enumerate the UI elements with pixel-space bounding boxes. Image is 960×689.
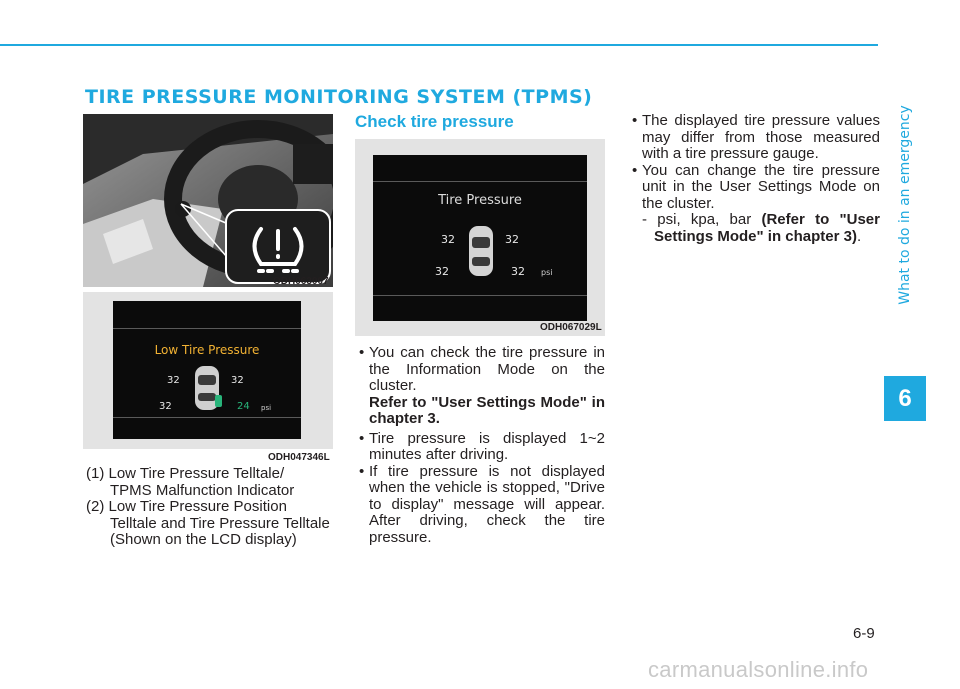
tire-rear-left: 32 <box>435 265 449 278</box>
list-item: (2) Low Tire Pressure Position Telltale and Tire Pressure Telltale (Shown on the LCD display) <box>86 498 330 548</box>
pressure-unit: psi <box>541 268 553 277</box>
tire-pressure-figure <box>355 139 605 336</box>
chapter-side-tab <box>885 40 925 370</box>
dashboard-illustration <box>83 114 333 287</box>
lcd-screen <box>373 155 587 321</box>
tire-rear-right: 32 <box>511 265 525 278</box>
chapter-side-tab-label: What to do in an emergency <box>897 105 913 305</box>
page-number: 6-9 <box>853 625 875 642</box>
tire-rear-left: 32 <box>159 401 172 412</box>
figure-code: ODH063007 <box>273 276 329 287</box>
tire-front-left: 32 <box>441 233 455 246</box>
lcd-screen <box>113 301 301 439</box>
header-rule <box>0 44 878 46</box>
list-item: • The displayed tire pressure values may differ from those measured with a tire pressure gauge. <box>628 113 880 163</box>
left-column-text <box>86 466 336 549</box>
list-item: • You can change the tire pressure unit in the User Settings Mode on the cluster. <box>628 163 880 213</box>
cross-reference: Refer to "User Settings Mode" in chapter 3. <box>369 393 605 427</box>
tire-front-right: 32 <box>505 233 519 246</box>
low-tire-pressure-figure <box>83 292 333 449</box>
tire-rear-right: 24 <box>237 401 250 412</box>
figure-code: ODH067029L <box>540 322 602 333</box>
lcd-title: Tire Pressure <box>438 193 522 208</box>
chapter-number-badge: 6 <box>884 376 926 421</box>
section-title: TIRE PRESSURE MONITORING SYSTEM (TPMS) <box>85 86 593 108</box>
car-top-view-icon <box>191 363 223 413</box>
list-item: • You can check the tire pressure in the Information Mode on the cluster. <box>355 345 605 395</box>
list-item: • If tire pressure is not displayed when the vehicle is stopped, "Drive to display" message will appear. After driving, check the tire pressure. <box>355 464 605 547</box>
dashboard-photo <box>83 114 333 287</box>
lcd-title: Low Tire Pressure <box>154 343 260 357</box>
middle-column-text <box>355 345 605 546</box>
watermark: carmanualsonline.info <box>648 657 869 682</box>
car-top-view-icon <box>465 223 497 279</box>
tire-front-left: 32 <box>167 375 180 386</box>
pressure-unit: psi <box>261 404 272 412</box>
list-item: • Tire pressure is displayed 1~2 minutes after driving. <box>355 431 605 464</box>
list-item: (1) Low Tire Pressure Telltale/ TPMS Malfunction Indicator <box>86 465 295 499</box>
right-column-text <box>628 113 880 245</box>
sub-list-item: - psi, kpa, bar (Refer to "User Settings Mode" in chapter 3). <box>642 211 880 245</box>
figure-code: ODH047346L <box>268 452 330 463</box>
subsection-heading: Check tire pressure <box>355 112 514 131</box>
tire-front-right: 32 <box>231 375 244 386</box>
